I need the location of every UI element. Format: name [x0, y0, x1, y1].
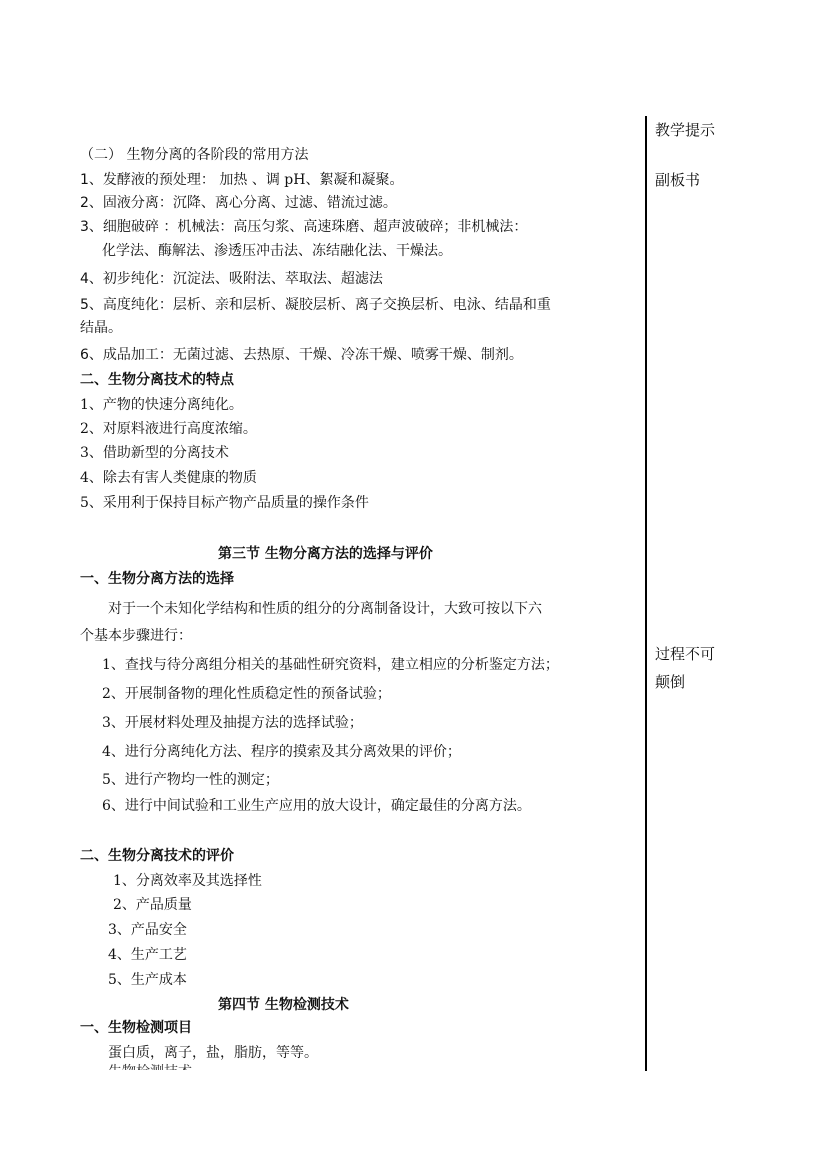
evaluation-item: 1、分离效率及其选择性 [113, 873, 262, 889]
column-divider [645, 116, 647, 1071]
selection-step: 5、进行产物均一性的测定； [102, 772, 279, 788]
evaluation-item: 2、产品质量 [113, 897, 192, 913]
sidebar-note-board: 副板书 [655, 171, 701, 189]
evaluation-item: 4、生产工艺 [108, 947, 187, 963]
features-heading: 二、生物分离技术的特点 [80, 372, 234, 388]
evaluation-heading: 二、生物分离技术的评价 [80, 848, 234, 864]
sidebar-note-teaching-tips: 教学提示 [655, 121, 716, 139]
methods-heading: （二） 生物分离的各阶段的常用方法 [80, 147, 309, 163]
selection-step: 1、查找与待分离组分相关的基础性研究资料，建立相应的分析鉴定方法； [102, 657, 559, 673]
feature-item: 2、对原料液进行高度浓缩。 [80, 421, 257, 437]
selection-step: 6、进行中间试验和工业生产应用的放大设计，确定最佳的分离方法。 [102, 798, 531, 814]
feature-item: 1、产物的快速分离纯化。 [80, 397, 243, 413]
feature-item: 5、采用利于保持目标产物产品质量的操作条件 [80, 495, 369, 511]
method-item-number: 6 [80, 347, 89, 363]
selection-intro-line1: 对于一个未知化学结构和性质的组分的分离制备设计，大致可按以下六 [108, 601, 542, 617]
detection-items-text: 蛋白质，离子，盐，脂肪，等等。 [108, 1045, 318, 1061]
evaluation-item: 3、产品安全 [108, 922, 187, 938]
method-item-text: 、细胞破碎 ：机械法：高压匀浆、高速珠磨、超声波破碎；非机械法： [88, 219, 528, 235]
section3-title: 第三节 生物分离方法的选择与评价 [218, 546, 433, 562]
method-item-text: 、发酵液的预处理： 加热 、调 pH、絮凝和凝聚。 [88, 172, 404, 188]
selection-step: 4、进行分离纯化方法、程序的摸索及其分离效果的评价； [102, 744, 461, 760]
method-item-text: 、高度纯化：层析、亲和层析、凝胶层析、离子交换层析、电泳、结晶和重 [88, 297, 551, 313]
method-item-number: 3 [80, 219, 89, 235]
selection-heading: 一、生物分离方法的选择 [80, 571, 234, 587]
method-item-text: 、初步纯化：沉淀法、吸附法、萃取法、超滤法 [88, 271, 383, 287]
method-item-number: 2 [80, 195, 89, 211]
selection-step: 3、开展材料处理及抽提方法的选择试验； [102, 715, 363, 731]
method-item-text: 、固液分离：沉降、离心分离、过滤、错流过滤。 [88, 195, 397, 211]
method-item-6 [80, 346, 523, 364]
sidebar-note-order-line1: 过程不可 [655, 645, 716, 663]
selection-intro-line2: 个基本步骤进行： [80, 628, 192, 644]
method-item-number: 1 [80, 172, 89, 188]
feature-item: 3、借助新型的分离技术 [80, 445, 229, 461]
method-item-5-continued: 结晶。 [80, 320, 122, 336]
selection-step: 2、开展制备物的理化性质稳定性的预备试验； [102, 686, 391, 702]
method-item-4 [80, 270, 383, 288]
method-item-text: 、成品加工：无菌过滤、去热原、干燥、冷冻干燥、喷雾干燥、制剂。 [88, 347, 523, 363]
method-item-number: 5 [80, 297, 89, 313]
sidebar-column [655, 0, 820, 1165]
section4-title: 第四节 生物检测技术 [218, 997, 349, 1013]
method-item-number: 4 [80, 271, 89, 287]
detection-items-heading: 一、生物检测项目 [80, 1020, 192, 1036]
method-item-3-continued: 化学法、酶解法、渗透压冲击法、冻结融化法、干燥法。 [102, 243, 452, 259]
feature-item: 4、除去有害人类健康的物质 [80, 470, 257, 486]
evaluation-item: 5、生产成本 [108, 972, 187, 988]
method-item-2 [80, 194, 397, 212]
method-item-3 [80, 218, 527, 236]
method-item-1 [80, 171, 403, 189]
method-item-5 [80, 296, 551, 314]
page-bottom-margin [0, 1070, 645, 1165]
sidebar-note-order-line2: 颠倒 [655, 673, 686, 691]
